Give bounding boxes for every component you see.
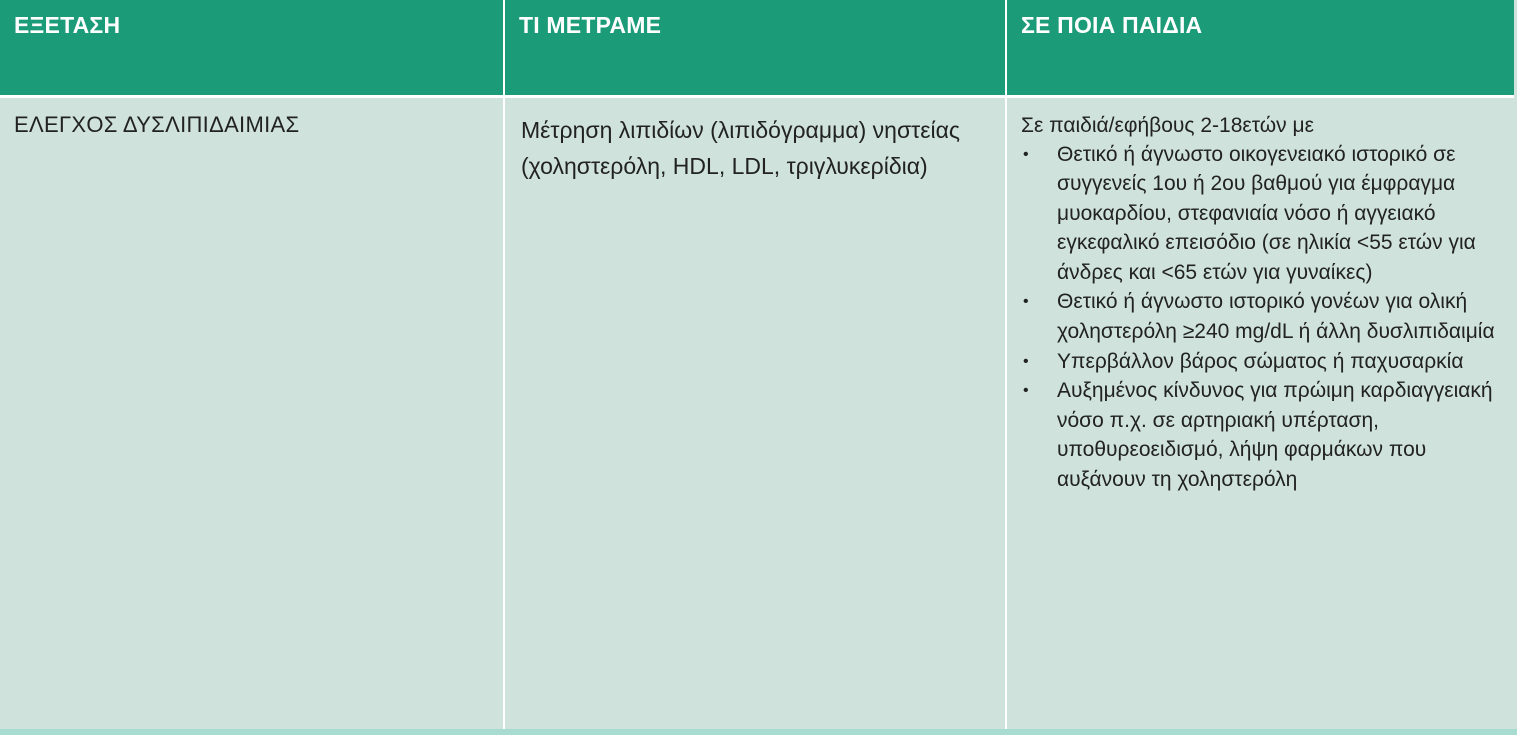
table-row: [0, 96, 1514, 729]
list-item: [1021, 287, 1500, 346]
cell-criteria: [1006, 96, 1514, 729]
bullet-icon: •: [1023, 352, 1029, 370]
list-item: [1021, 376, 1500, 494]
criteria-list: [1021, 140, 1500, 495]
criteria-intro: Σε παιδιά/εφήβους 2-18ετών με: [1021, 113, 1314, 137]
header-exam: ΕΞΕΤΑΣΗ: [0, 0, 504, 96]
exam-name: ΕΛΕΓΧΟΣ ΔΥΣΛΙΠΙΔΑΙΜΙΑΣ: [14, 111, 300, 137]
header-measure: ΤΙ ΜΕΤΡΑΜΕ: [504, 0, 1006, 96]
bullet-icon: •: [1023, 382, 1029, 400]
bullet-icon: •: [1023, 293, 1029, 311]
header-children: ΣΕ ΠΟΙΑ ΠΑΙΔΙΑ: [1006, 0, 1514, 96]
table-header-row: [0, 0, 1514, 96]
criteria-text: Υπερβάλλον βάρος σώματος ή παχυσαρκία: [1057, 349, 1464, 373]
list-item: [1021, 347, 1500, 377]
criteria-text: Θετικό ή άγνωστο οικογενειακό ιστορικό σε συγγενείς 1ου ή 2ου βαθμού για έμφραγμα μυοκαρδίου, στεφανιαία νόσο ή αγγειακό εγκεφαλικό επεισόδιο (σε ηλικία <55 ετών για άνδρες και <65 ετών για γυναίκες): [1057, 142, 1476, 284]
measure-description: Μέτρηση λιπιδίων (λιπιδόγραμμα) νηστείας (χοληστερόλη, HDL, LDL, τριγλυκερίδια): [521, 116, 960, 179]
criteria-text: Αυξημένος κίνδυνος για πρώιμη καρδιαγγειακή νόσο π.χ. σε αρτηριακή υπέρταση, υποθυρεοειδισμό, λήψη φαρμάκων που αυξάνουν τη χοληστερόλη: [1057, 379, 1493, 492]
bullet-icon: •: [1023, 145, 1029, 163]
cell-exam: [0, 96, 504, 729]
cell-measure: [504, 96, 1006, 729]
criteria-text: Θετικό ή άγνωστο ιστορικό γονέων για ολική χοληστερόλη ≥240 mg/dL ή άλλη δυσλιπιδαιμία: [1057, 290, 1495, 344]
list-item: [1021, 140, 1500, 288]
